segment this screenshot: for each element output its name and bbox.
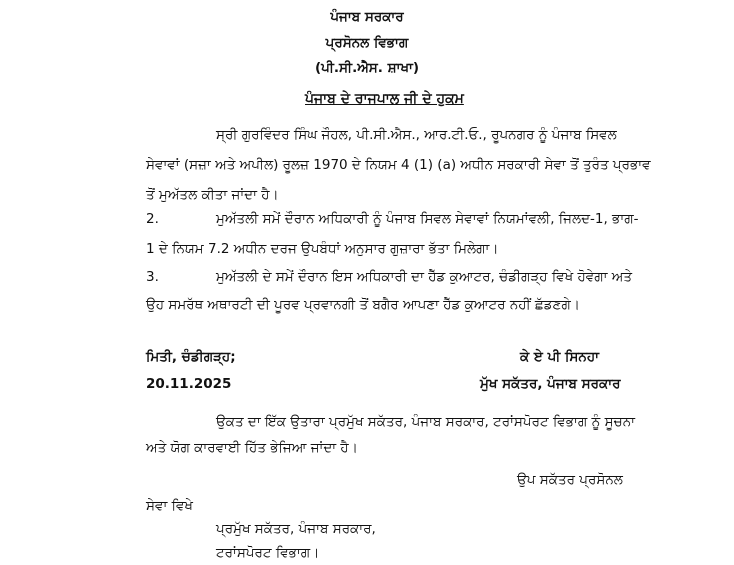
header-branch: (ਪੀ.ਸੀ.ਐਸ. ਸ਼ਾਖਾ) [314,60,420,76]
para1-line1: ਸ੍ਰੀ ਗੁਰਵਿੰਦਰ ਸਿੰਘ ਜੌਹਲ, ਪੀ.ਸੀ.ਐਸ., ਆਰ.ਟੀ.ਓ., ਰੂਪਨਗਰ ਨੂੰ ਪੰਜਾਬ ਸਿਵਲ [216,127,617,143]
address-line2: ਟਰਾਂਸਪੋਰਟ ਵਿਭਾਗ। [216,545,320,561]
signatory-name: ਕੇ ਏ ਪੀ ਸਿਨਹਾ [520,349,599,365]
copy-line1: ਉਕਤ ਦਾ ਇੱਕ ਉਤਾਰਾ ਪ੍ਰਮੁੱਖ ਸਕੱਤਰ, ਪੰਜਾਬ ਸਰਕਾਰ, ਟਰਾਂਸਪੋਰਟ ਵਿਭਾਗ ਨੂੰ ਸੂਚਨਾ [216,414,636,430]
para1-line3: ਤੋਂ ਮੁਅੱਤਲ ਕੀਤਾ ਜਾਂਦਾ ਹੈ। [146,187,279,203]
para3-line1: ਮੁਅੱਤਲੀ ਦੇ ਸਮੇਂ ਦੌਰਾਨ ਇਸ ਅਧਿਕਾਰੀ ਦਾ ਹੈੱਡ ਕੁਆਟਰ, ਚੰਡੀਗੜ੍ਹ ਵਿਖੇ ਹੋਵੇਗਾ ਅਤੇ [216,269,633,285]
address-line1: ਪ੍ਰਮੁੱਖ ਸਕੱਤਰ, ਪੰਜਾਬ ਸਰਕਾਰ, [216,521,376,537]
para2-line2: 1 ਦੇ ਨਿਯਮ 7.2 ਅਧੀਨ ਦਰਜ ਉਪਬੰਧਾਂ ਅਨੁਸਾਰ ਗੁਜ਼ਾਰਾ ਭੱਤਾ ਮਿਲੇਗਾ। [146,241,499,257]
para3-number: 3. [146,269,159,285]
order-date: 20.11.2025 [146,376,232,392]
deputy-secretary: ਉਪ ਸਕੱਤਰ ਪ੍ਰਸੋਨਲ [517,472,623,488]
header-government: ਪੰਜਾਬ ਸਰਕਾਰ [330,9,404,25]
para1-line2: ਸੇਵਾਵਾਂ (ਸਜ਼ਾ ਅਤੇ ਅਪੀਲ) ਰੂਲਜ਼ 1970 ਦੇ ਨਿਯਮ 4 (1) (a) ਅਧੀਨ ਸਰਕਾਰੀ ਸੇਵਾ ਤੋਂ ਤੁਰੰਤ ਪ੍ਰਭਾਵ [146,157,651,173]
copy-line2: ਅਤੇ ਯੋਗ ਕਾਰਵਾਈ ਹਿੱਤ ਭੇਜਿਆ ਜਾਂਦਾ ਹੈ। [146,440,358,456]
order-title: ਪੰਜਾਬ ਦੇ ਰਾਜਪਾਲ ਜੀ ਦੇ ਹੁਕਮ [305,91,464,107]
address-label: ਸੇਵਾ ਵਿਖੇ [146,498,193,514]
para2-line1: ਮੁਅੱਤਲੀ ਸਮੇਂ ਦੌਰਾਨ ਅਧਿਕਾਰੀ ਨੂੰ ਪੰਜਾਬ ਸਿਵਲ ਸੇਵਾਵਾਂ ਨਿਯਮਾਂਵਲੀ, ਜਿਲਦ-1, ਭਾਗ- [216,211,639,227]
place-label: ਮਿਤੀ, ਚੰਡੀਗੜ੍ਹ; [146,349,236,365]
signatory-designation: ਮੁੱਖ ਸਕੱਤਰ, ਪੰਜਾਬ ਸਰਕਾਰ [480,376,621,392]
para2-number: 2. [146,211,159,227]
header-department: ਪ੍ਰਸੋਨਲ ਵਿਭਾਗ [325,35,409,51]
para3-line2: ਉਹ ਸਮਰੱਥ ਅਥਾਰਟੀ ਦੀ ਪੂਰਵ ਪ੍ਰਵਾਨਗੀ ਤੋਂ ਬਗੈਰ ਆਪਣਾ ਹੈੱਡ ਕੁਆਟਰ ਨਹੀਂ ਛੱਡਣਗੇ। [146,297,580,313]
